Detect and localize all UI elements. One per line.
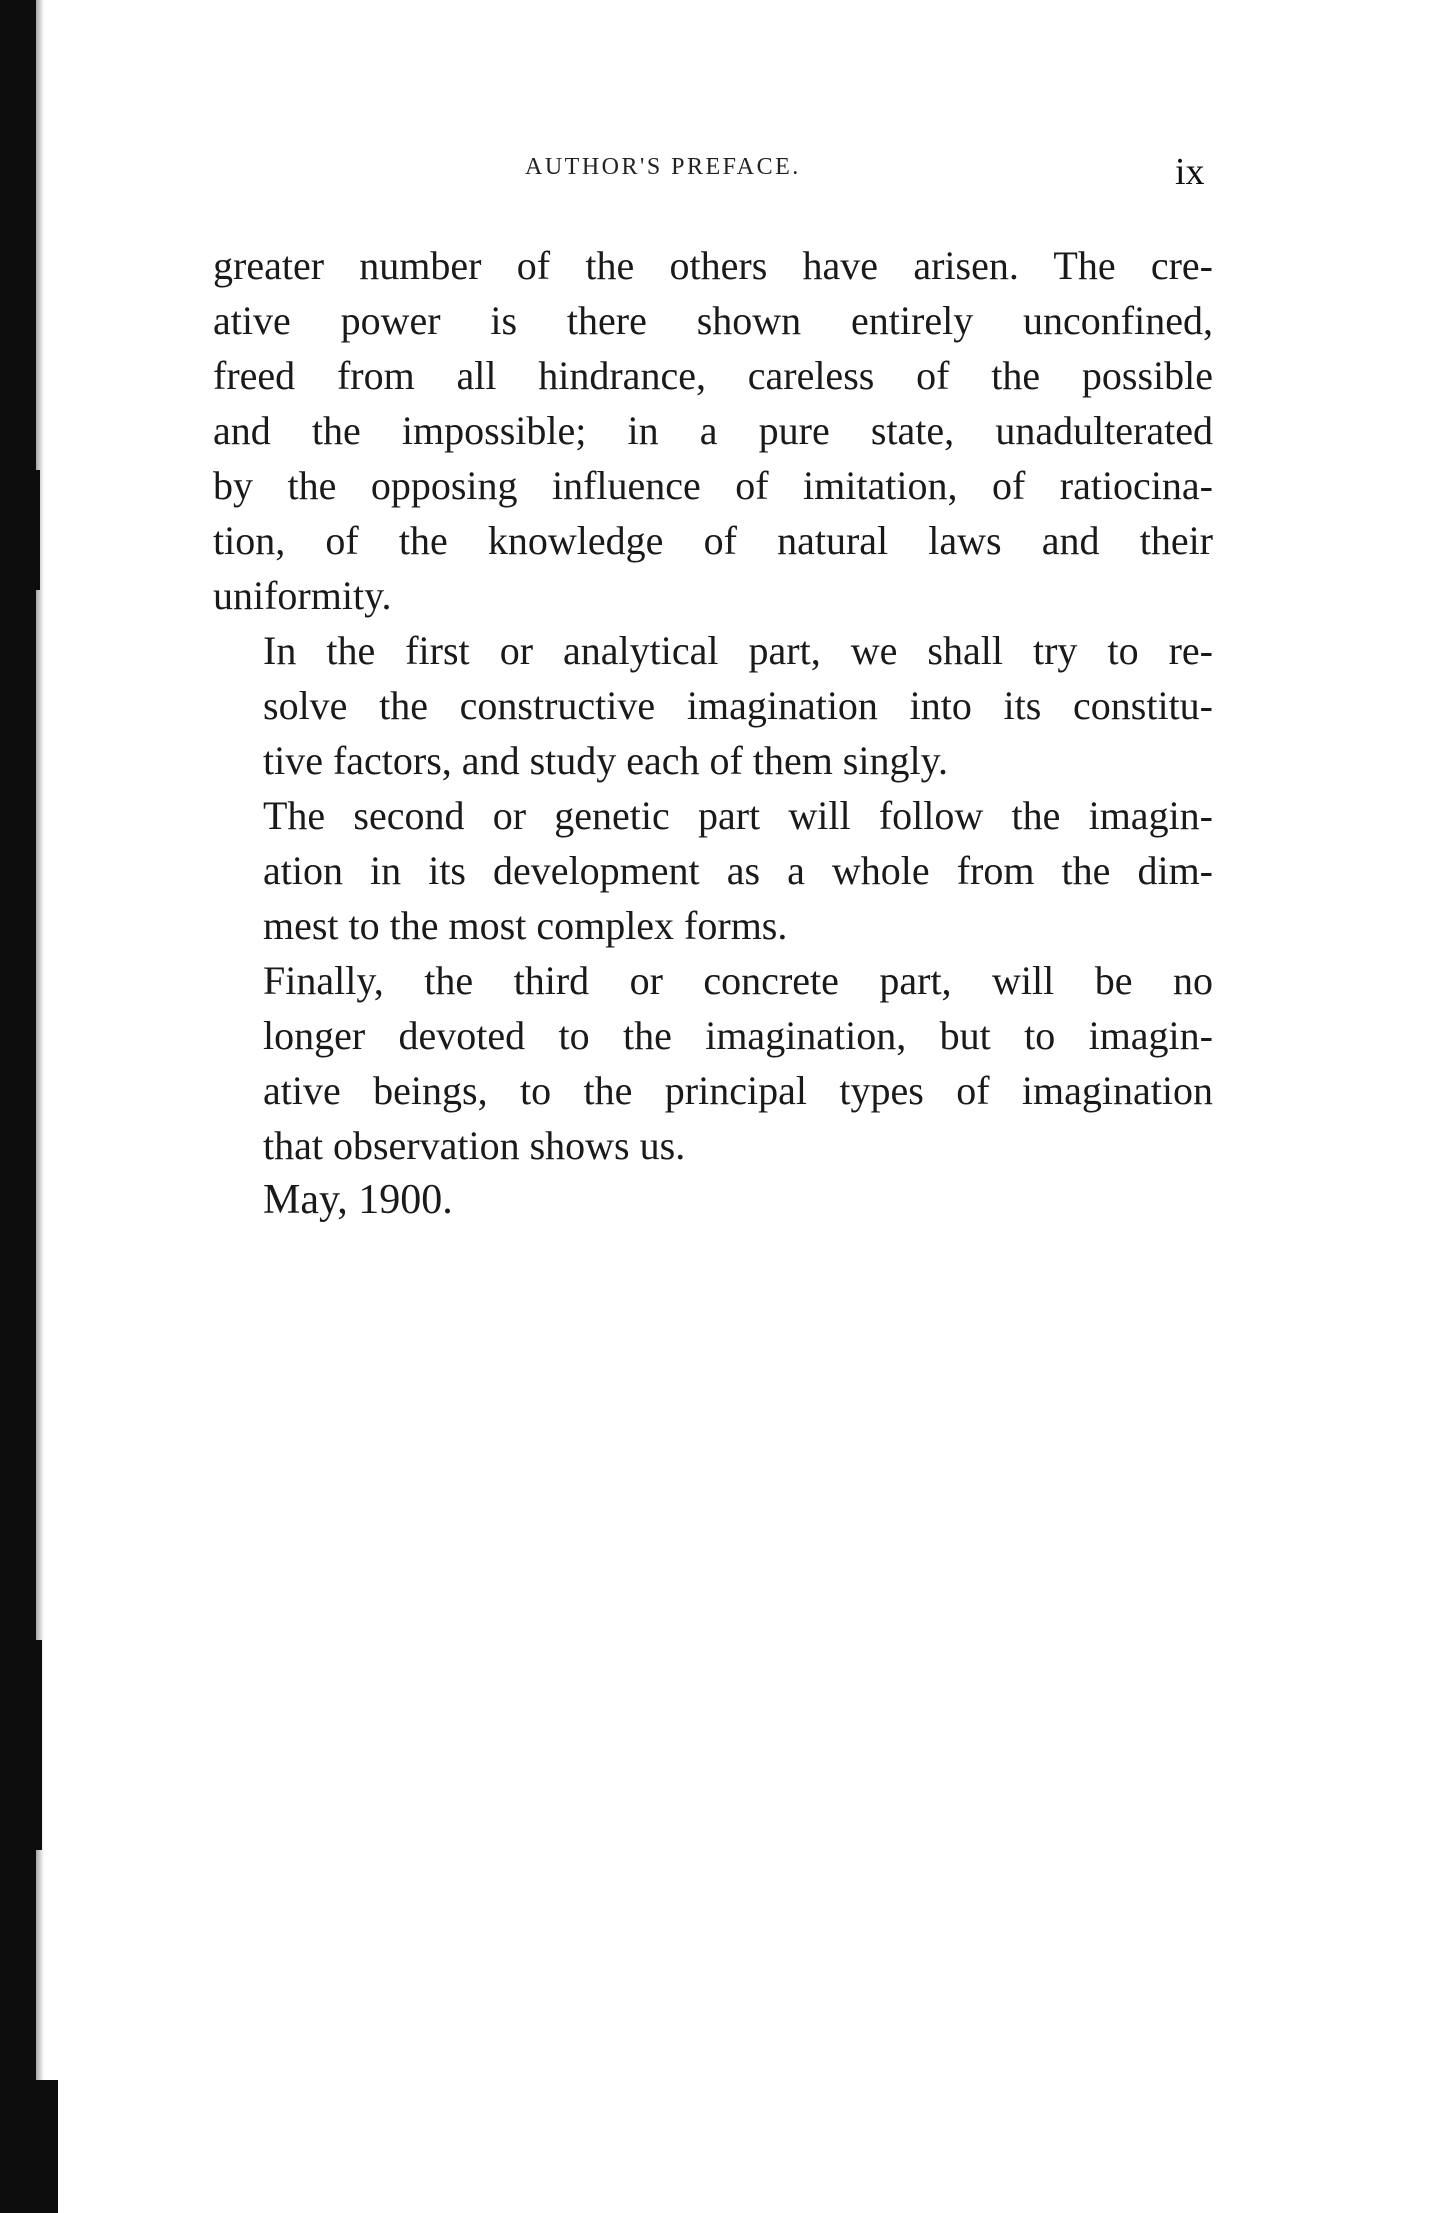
running-head	[0, 150, 1454, 200]
text-line: Finally, the third or concrete part, will be no	[263, 958, 1213, 1003]
page-binding-edge	[0, 0, 36, 2213]
preface-date: May, 1900.	[263, 1177, 453, 1223]
text-line: uniformity.	[213, 573, 392, 618]
text-line: tion, of the knowledge of natural laws and their	[213, 518, 1213, 563]
text-line: ative beings, to the principal types of imagination	[263, 1068, 1213, 1113]
text-line: and the impossible; in a pure state, unadulterated	[213, 408, 1213, 453]
text-line: that observation shows us.	[263, 1123, 686, 1168]
text-line: longer devoted to the imagination, but to imagin-	[263, 1013, 1213, 1058]
text-line: ative power is there shown entirely unconfined,	[213, 298, 1213, 343]
page-number: ix	[1175, 151, 1205, 193]
text-line: In the first or analytical part, we shall try to re-	[263, 628, 1213, 673]
text-line: The second or genetic part will follow the imagin-	[263, 793, 1213, 838]
text-line: greater number of the others have arisen. The cre-	[213, 243, 1213, 288]
text-line: tive factors, and study each of them singly.	[263, 738, 948, 783]
text-line: ation in its development as a whole from the dim-	[263, 848, 1213, 893]
binding-shadow	[0, 470, 40, 590]
paragraph	[213, 788, 1213, 953]
paragraph	[213, 953, 1213, 1173]
binding-shadow	[0, 1640, 42, 1850]
text-line: solve the constructive imagination into its constitu-	[263, 683, 1213, 728]
text-line: by the opposing influence of imitation, of ratiocina-	[213, 463, 1213, 508]
paragraph	[213, 623, 1213, 788]
binding-shadow	[0, 2080, 58, 2213]
running-head-title: AUTHOR'S PREFACE.	[525, 154, 801, 180]
text-line: freed from all hindrance, careless of the possible	[213, 353, 1213, 398]
paragraph	[213, 238, 1213, 623]
text-line: mest to the most complex forms.	[263, 903, 788, 948]
page-body-text	[213, 238, 1213, 1228]
